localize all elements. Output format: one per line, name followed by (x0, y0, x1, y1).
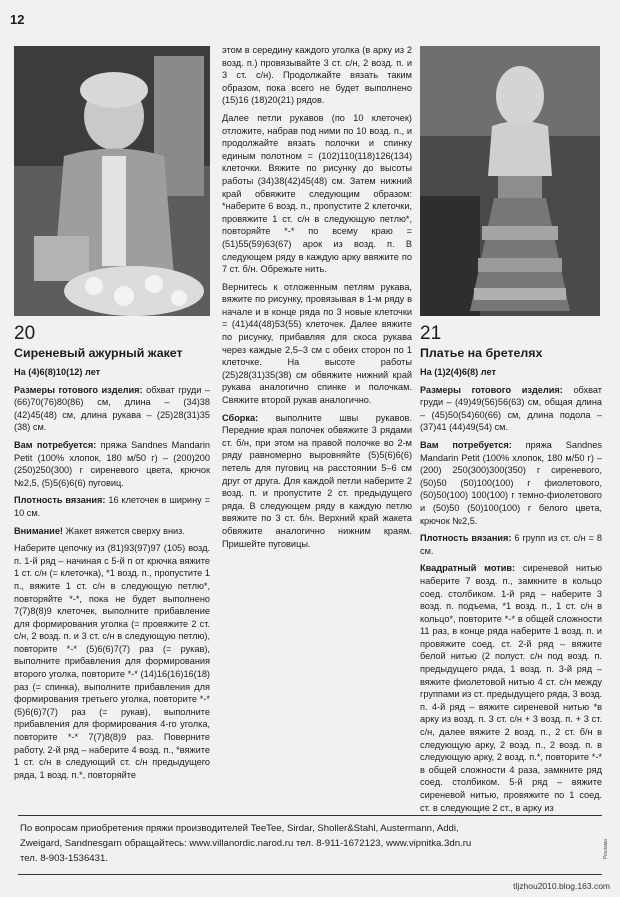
pattern20-sizes: На (4)6(8)10(12) лет (14, 367, 101, 377)
pattern20-column-left (14, 324, 210, 786)
pattern21-sizes: На (1)2(4)6(8) лет (420, 367, 496, 377)
footer-line-2: Zweigard, Sandnesgarn обращайтесь: www.villanordic.narod.ru тел. 8-911-1672123, www.vipnitka.3dn.ru (20, 838, 472, 849)
footer-line-1: По вопросам приобретения пряжи производителей TeeTee, Sirdar, Sholler&Stahl, Austermann, Addi, (20, 823, 459, 834)
pattern20-attention: Внимание! Жакет вяжется сверху вниз. (14, 525, 185, 536)
pattern21-motif: Квадратный мотив: сиреневой нитью наберите 7 возд. п., замкните в кольцо соед. столбиком. 1-й ряд – наберите 3 возд. п. подъема, *1 возд. п., 1 ст. с/н в кольцо*, повторите *-* в общей сложности 11 раз, в конце ряда наберите 1 возд. п. и провяжите соед. ст. 2-й ряд – вяжите белой нитью (2 полуст. с/н под возд. п. предыдущего ряда, 1 возд. п. 3-й ряд – вяжите фиолетовой нитью 4 ст. с/н между группами из ст. предыдущего ряда, 3 возд. п. 4-й ряд – вяжите сиреневой нитью *в арку из возд. п. 3 ст. с/н + 3 возд. п. + 3 ст. с/н, далее вяжите 2 возд. п., 2 ст. б/н в следующую арку, 2 возд. п., 2 возд. п. в следующую арку, 2 возд. п.*, повторите *-* в общей сложности 4 раза, замкните ряд соед. столбиком. 5-й ряд – вяжите сиреневой нитью, провяжите по 1 соед. ст. в следующие 2 ст., в арку из (420, 563, 603, 813)
pattern21-materials: Вам потребуется: пряжа Sandnes Mandarin Petit (100% хлопок, 180 м/50 г) – (200) 250(300)300(350) г сиреневого, (50)50 (50)100(100) г фиолетового, (50)50(100) 100(100) г темно-фиолетового и (50)50 (50)100(100) г белого цвета, крючок №2,5. (420, 439, 602, 526)
pattern20-dimensions: Размеры готового изделия: обхват груди – (66)70(76)80(86) см, длина – (34)38 (42)45(48) см, длина рукава – (25)28(31)35 (38) см. (14, 384, 210, 433)
photo-girl-jacket (14, 46, 210, 316)
footer-advert-box (18, 815, 602, 875)
pattern20-density: Плотность вязания: 16 клеточек в ширину = 10 см. (14, 495, 210, 518)
pattern20-text-p1: этом в середину каждого уголка (в арку из 2 возд. п.) провязывайте 3 ст. с/н, 2 возд. п. и 3 ст. с/н). Продолжайте вязать таким образом, пока всего не будет выполнено (15)16 (18)20(21) рядов. (222, 45, 412, 106)
pattern20-title: Сиреневый ажурный жакет (14, 346, 183, 360)
pattern20-column-middle (222, 44, 412, 555)
pattern20-materials: Вам потребуется: пряжа Sandnes Mandarin Petit (100% хлопок, 180 м/50 г) – (200)200 (250)250(300) г сиреневого цвета, крючок №2,5, (5)5(6)6(6) пуговиц. (14, 439, 210, 488)
pattern20-number: 20 (14, 323, 36, 344)
pattern20-instructions: Наберите цепочку из (81)93(97)97 (105) возд. п. 1-й ряд – начиная с 5-й п от крючка вяжите 1 ст. с/н (= клеточка), *1 возд. п., пропустите 1 п., вяжите 1 ст. с/н в следующую петлю*, повторяйте *-*, пока не будет выполнено 7(7)8(8)9 клеточек, выполните прибавление для формирования уголка (= провяжите 2 ст. с/н, 2 возд. п. и 3 ст. с/н в следующую петлю), повторите *-* (5)6(6)7(7) раз (= рукав), выполните прибавления для формирования второго уголка, повторите *-* (14)16(16)16(18) раз (= спинка), выполните прибавления для формирования третьего уголка, повторите *-* (5)6(6)7(7) раз (= рукав), выполните прибавления для формирования 4-го уголка, повторите *-* 7(7)8(8)9 раз. Поверните работу. 2-й ряд – наберите 4 возд. п., *вяжите 1 ст. с/н в следующий ст. с/н предыдущего ряда, 1 возд. п.*, повторяйте (14, 543, 210, 780)
pattern20-text-p3: Вернитесь к отложенным петлям рукава, вяжите по рисунку, провязывая в 1-м ряду в начале и в конце ряда по 3 новые клеточки = (41)44(48)53(55) клеточек. Далее вяжите по рисунку, прибавляя для скоса рукава через каждые 2,5–3 см с обеих сторон по 1 клеточке. На высоте работы (25)28(31)35(38) см обвяжите нижний край рукава аналогично спинке и полочкам. Свяжите второй рукав аналогично. (222, 281, 412, 406)
page-number: 12 (10, 12, 25, 27)
advert-label: Реклама (602, 838, 609, 860)
pattern21-density: Плотность вязания: 6 групп из ст. с/н = 8 см. (420, 533, 602, 556)
pattern21-number: 21 (420, 323, 442, 344)
footer-line-3: тел. 8-903-1536431. (20, 853, 108, 864)
photo-girl-dress (420, 46, 600, 316)
pattern21-column (420, 324, 602, 819)
pattern20-assembly: Сборка: выполните швы рукавов. Передние края полочек обвяжите 3 рядами ст. б/н, при этом на правой полочке во 2-м ряду равномерно выровняйте (5)5(6)6(6) петель для пуговиц на расстоянии 5–6 см друг от друга. Для каждой петли наберите 2 возд. п. и пропустите 2 ст. предыдущего ряда. В следующем ряду в каждую петлю ввяжите по 3 ст. б/н. Верхний край жакета обвяжите аналогично нижним краям. Пришейте пуговицы. (222, 412, 412, 549)
pattern21-dimensions: Размеры готового изделия: обхват груди – (49)49(56)56(63) см, общая длина – (45)50(54)60(66) см, длина подола – (37)41 (44)49(54) см. (420, 384, 603, 433)
pattern20-text-p2: Далее петли рукавов (по 10 клеточек) отложите, набрав под ними по 10 возд. п., и продолжайте вязать полочки и спинку единым полотном = (102)110(118)126(134) клеточки. Вяжите по рисунку до высоты работы (34)38(42)45(48) см. Затем нижний край обвяжите следующим образом: *наберите 6 возд. п., пропустите 2 клеточки, провяжите 1 ст. с/н в следующую петлю*, повторяйте *-* по всему краю = (51)55(59)63(67) арок из возд. п. В следующем ряду в каждую арку ввяжите по 7 ст. б/н. Обрежьте нить. (222, 112, 412, 275)
source-watermark: tljzhou2010.blog.163.com (513, 881, 610, 891)
pattern21-title: Платье на бретелях (420, 346, 543, 360)
